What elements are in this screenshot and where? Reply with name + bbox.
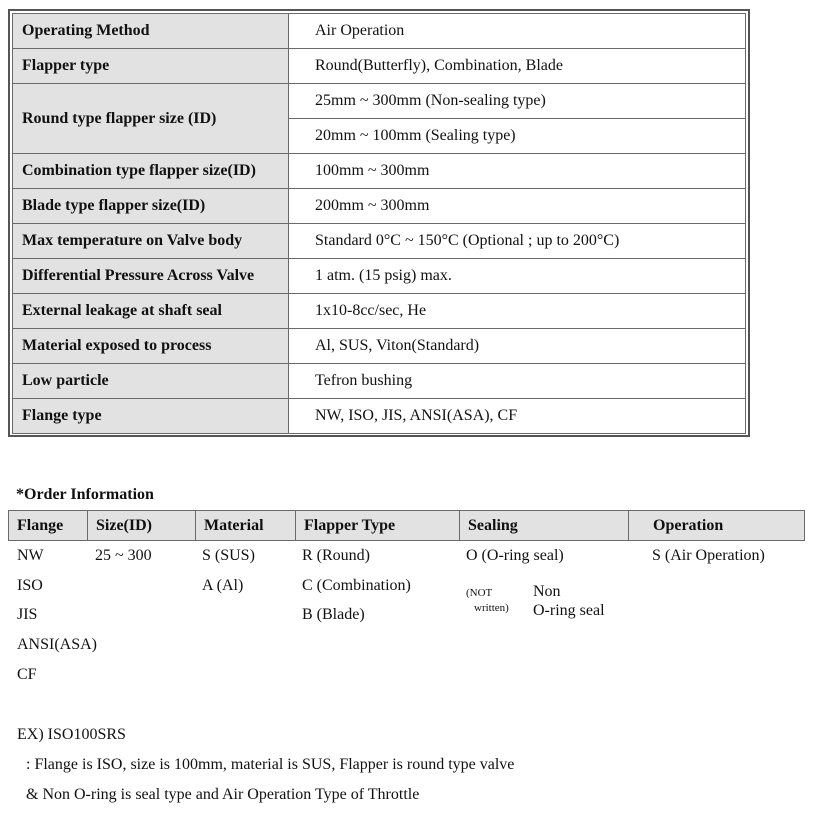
flange-option: ANSI(ASA) xyxy=(17,636,97,653)
spec-label: Differential Pressure Across Valve xyxy=(13,259,289,294)
spec-value: 1x10-8cc/sec, He xyxy=(289,294,746,329)
flange-option: JIS xyxy=(17,606,38,623)
size-option: 25 ~ 300 xyxy=(95,547,152,564)
spec-label: Combination type flapper size(ID) xyxy=(13,154,289,189)
material-option: A (Al) xyxy=(202,577,244,594)
spec-value: Tefron bushing xyxy=(289,364,746,399)
spec-row xyxy=(13,49,746,84)
spec-label: Material exposed to process xyxy=(13,329,289,364)
spec-label: Operating Method xyxy=(13,14,289,49)
spec-value: 25mm ~ 300mm (Non-sealing type) xyxy=(289,84,746,119)
spec-value: Al, SUS, Viton(Standard) xyxy=(289,329,746,364)
flapper-option: C (Combination) xyxy=(302,577,411,594)
spec-label: External leakage at shaft seal xyxy=(13,294,289,329)
spec-table-grid xyxy=(12,13,746,434)
example-explanation: & Non O-ring is seal type and Air Operation Type of Throttle xyxy=(26,786,420,803)
specification-table xyxy=(8,9,750,437)
spec-label: Low particle xyxy=(13,364,289,399)
order-info-title: *Order Information xyxy=(16,486,154,503)
flange-option: CF xyxy=(17,666,37,683)
spec-row xyxy=(13,364,746,399)
example-explanation: : Flange is ISO, size is 100mm, material is SUS, Flapper is round type valve xyxy=(26,756,515,773)
spec-label: Blade type flapper size(ID) xyxy=(13,189,289,224)
header-size: Size(ID) xyxy=(87,511,195,540)
material-option: S (SUS) xyxy=(202,547,255,564)
spec-value: 100mm ~ 300mm xyxy=(289,154,746,189)
spec-value: 1 atm. (15 psig) max. xyxy=(289,259,746,294)
flapper-option: R (Round) xyxy=(302,547,370,564)
header-flange: Flange xyxy=(17,517,64,534)
spec-row xyxy=(13,154,746,189)
spec-row xyxy=(13,259,746,294)
flapper-option: B (Blade) xyxy=(302,606,365,623)
spec-row xyxy=(13,224,746,259)
spec-row xyxy=(13,189,746,224)
header-operation: Operation xyxy=(628,511,804,540)
spec-value: Air Operation xyxy=(289,14,746,49)
spec-value: 20mm ~ 100mm (Sealing type) xyxy=(289,119,746,154)
example-code: EX) ISO100SRS xyxy=(17,726,126,743)
spec-value: Standard 0°C ~ 150°C (Optional ; up to 200°C) xyxy=(289,224,746,259)
sealing-not-written: written) xyxy=(474,602,509,614)
spec-value: Round(Butterfly), Combination, Blade xyxy=(289,49,746,84)
spec-label: Round type flapper size (ID) xyxy=(13,84,289,154)
flange-option: NW xyxy=(17,547,44,564)
spec-row xyxy=(13,399,746,434)
spec-label: Max temperature on Valve body xyxy=(13,224,289,259)
sealing-not-written: (NOT xyxy=(466,587,493,599)
flange-option: ISO xyxy=(17,577,43,594)
spec-value: NW, ISO, JIS, ANSI(ASA), CF xyxy=(289,399,746,434)
spec-row xyxy=(13,14,746,49)
sealing-option-o: O (O-ring seal) xyxy=(466,547,564,564)
operation-option: S (Air Operation) xyxy=(652,547,765,564)
sealing-option-non: Non xyxy=(533,583,561,600)
spec-row xyxy=(13,294,746,329)
order-header-row xyxy=(8,510,805,541)
spec-value: 200mm ~ 300mm xyxy=(289,189,746,224)
spec-row xyxy=(13,329,746,364)
spec-row xyxy=(13,84,746,119)
header-sealing: Sealing xyxy=(459,511,628,540)
spec-label: Flange type xyxy=(13,399,289,434)
header-flapper-type: Flapper Type xyxy=(295,511,459,540)
sealing-option-non: O-ring seal xyxy=(533,602,605,619)
header-material: Material xyxy=(195,511,295,540)
spec-label: Flapper type xyxy=(13,49,289,84)
